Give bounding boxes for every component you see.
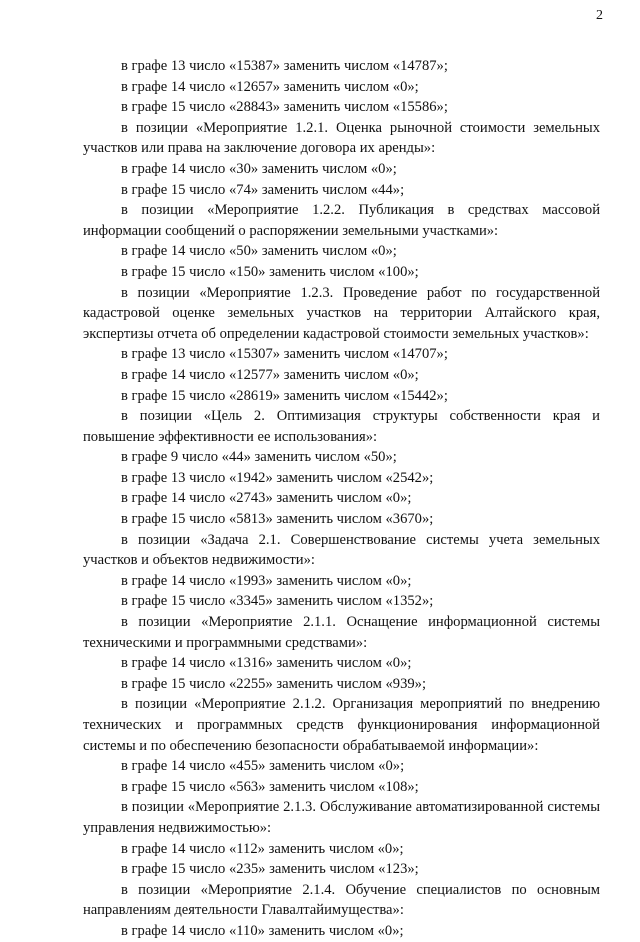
paragraph: в графе 14 число «2743» заменить числом «0»; [121,490,412,507]
paragraph: в графе 14 число «110» заменить числом «0»; [121,922,404,939]
document-body [83,56,600,942]
paragraph: в графе 14 число «30» заменить числом «0»; [121,160,397,177]
paragraph: в графе 15 число «3345» заменить числом «1352»; [121,593,434,610]
paragraph: в графе 15 число «235» заменить числом «123»; [121,861,419,878]
paragraph: в графе 15 число «28843» заменить числом «15586»; [121,99,448,116]
paragraph: в позиции «Задача 2.1. Совершенствование системы учета земельных участков и объектов недвижимости»: [83,531,600,569]
paragraph: в графе 14 число «12657» заменить числом «0»; [121,78,419,95]
paragraph: в позиции «Цель 2. Оптимизация структуры собственности края и повышение эффективности ее использования»: [83,408,600,445]
page-number: 2 [596,8,603,23]
paragraph: в графе 15 число «563» заменить числом «108»; [121,778,419,795]
paragraph: в графе 14 число «1993» заменить числом «0»; [121,572,412,589]
paragraph: в графе 14 число «12577» заменить числом «0»; [121,366,419,383]
paragraph: в графе 13 число «15307» заменить числом «14707»; [121,346,448,363]
paragraph: в позиции «Мероприятие 1.2.3. Проведение работ по государственной кадастровой оценке земельных участков на территории Алтайского края, экспертизы отчета об определении кадастровой стоимости земельных участков»: [83,284,600,342]
paragraph: в графе 15 число «5813» заменить числом «3670»; [121,511,434,528]
paragraph: в графе 13 число «1942» заменить числом «2542»; [121,469,434,486]
paragraph: в позиции «Мероприятие 1.2.1. Оценка рыночной стоимости земельных участков или права на заключение договора их аренды»: [83,119,600,157]
paragraph: в графе 15 число «2255» заменить числом «939»; [121,675,427,692]
paragraph: в позиции «Мероприятие 2.1.2. Организация мероприятий по внедрению технических и программных средств функционирования информационной системы и по обеспечению безопасности обрабатываемой информации»: [83,696,600,754]
paragraph: в графе 14 число «1316» заменить числом «0»; [121,655,412,672]
paragraph: в графе 14 число «50» заменить числом «0»; [121,243,397,260]
paragraph: в графе 13 число «15387» заменить числом «14787»; [121,58,448,74]
paragraph: в позиции «Мероприятие 2.1.3. Обслуживание автоматизированной системы управления недвижимостью»: [83,799,600,836]
paragraph: в позиции «Мероприятие 2.1.1. Оснащение информационной системы техническими и программными средствами»: [83,614,600,651]
paragraph: в графе 9 число «44» заменить числом «50»; [121,449,397,466]
paragraph: в позиции «Мероприятие 2.1.4. Обучение специалистов по основным направлениям деятельности Главалтайимущества»: [83,881,600,919]
paragraph: в позиции «Мероприятие 1.2.2. Публикация в средствах массовой информации сообщений о распоряжении земельными участками»: [83,202,600,239]
paragraph: в графе 14 число «112» заменить числом «0»; [121,840,404,857]
paragraph: в графе 15 число «74» заменить числом «44»; [121,181,405,198]
paragraph: в графе 15 число «150» заменить числом «100»; [121,263,419,280]
paragraph: в графе 14 число «455» заменить числом «0»; [121,758,405,775]
paragraph: в графе 15 число «28619» заменить числом «15442»; [121,387,448,404]
